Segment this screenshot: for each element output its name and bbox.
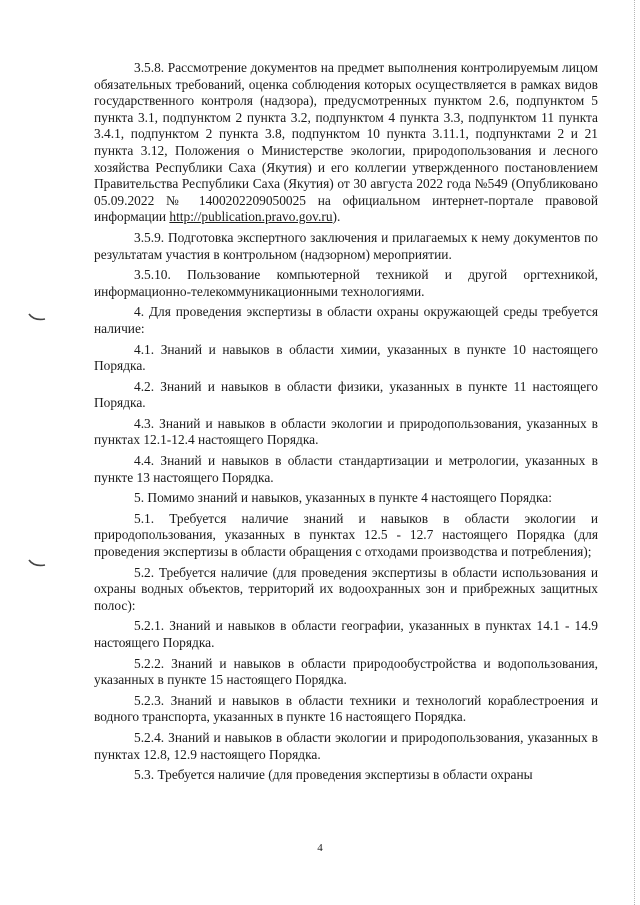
paragraph-number: 3.5.8.: [134, 60, 165, 75]
paragraph-text: Знаний и навыков в области химии, указанных в пункте 10 настоящего Порядка.: [94, 341, 598, 374]
paragraph-number: 5.2.1.: [134, 618, 165, 634]
paragraph-number: 4.: [134, 304, 145, 320]
paragraph-5-2-3: [94, 693, 598, 726]
paragraph-number: 5.2.: [134, 564, 155, 580]
paragraph-text: Пользование компьютерной техникой и другой оргтехникой, информационно-телекоммуникационными технологиями.: [94, 267, 598, 299]
paragraph-number: 5.3.: [134, 767, 155, 783]
document-body: [94, 60, 598, 784]
paragraph-number: 5.2.3.: [134, 692, 165, 708]
paragraph-number: 3.5.10.: [134, 267, 171, 283]
paragraph-text: Знаний и навыков в области географии, указанных в пунктах 14.1 - 14.9 настоящего Порядка.: [94, 618, 598, 650]
paragraph-number: 5.1.: [134, 510, 155, 526]
paragraph-5-1: [94, 511, 598, 561]
paragraph-number: 4.2.: [134, 378, 155, 394]
paragraph-5-2-2: [94, 656, 598, 689]
paragraph-number: 5.2.4.: [134, 729, 165, 745]
binder-hole-mark-bottom: [28, 558, 46, 568]
paragraph-text: Подготовка экспертного заключения и прилагаемых к нему документов по результатам участия в контрольном (надзорном) мероприятии.: [94, 229, 598, 262]
paragraph-3-5-9: [94, 230, 598, 263]
paragraph-3-5-10: [94, 267, 598, 300]
paragraph-text: Знаний и навыков в области стандартизации и метрологии, указанных в пункте 13 настоящего Порядка.: [94, 453, 598, 485]
paragraph-4-1: [94, 342, 598, 375]
paragraph-5: [94, 490, 598, 507]
paragraph-text: Знаний и навыков в области физики, указанных в пункте 11 настоящего Порядка.: [94, 378, 598, 411]
paragraph-4-2: [94, 379, 598, 412]
paragraph-text: Знаний и навыков в области экологии и природопользования, указанных в пунктах 12.1-12.4 настоящего Порядка.: [94, 415, 598, 448]
paragraph-text: Знаний и навыков в области экологии и природопользования, указанных в пунктах 12.8, 12.9 настоящего Порядка.: [94, 729, 598, 762]
paragraph-text: Требуется наличие (для проведения экспертизы в области использования и охраны водных объектов, территорий их водоохранных зон и прибрежных защитных полос):: [94, 564, 598, 613]
page-number: 4: [317, 842, 323, 854]
publication-link[interactable]: http://publication.pravo.gov.ru: [169, 209, 333, 225]
paragraph-number: 5.2.2.: [134, 655, 165, 671]
paragraph-3-5-8: [94, 60, 598, 226]
paragraph-text: Для проведения экспертизы в области охраны окружающей среды требуется наличие:: [94, 304, 598, 336]
paragraph-number: 4.1.: [134, 341, 155, 357]
scan-edge: [634, 0, 639, 905]
paragraph-5-2-4: [94, 730, 598, 763]
binder-hole-mark-top: [28, 312, 46, 322]
paragraph-5-3: [94, 767, 598, 784]
paragraph-text: Требуется наличие знаний и навыков в области экологии и природопользования, указанных в пунктах 12.5 - 12.7 настоящего Порядка (для проведения экспертизы в области обращения с отходами производства и потребления);: [94, 510, 598, 560]
paragraph-5-2: [94, 565, 598, 615]
paragraph-text: Требуется наличие (для проведения экспертизы в области охраны: [157, 767, 533, 783]
paragraph-number: 4.3.: [134, 415, 155, 431]
paragraph-4: [94, 304, 598, 337]
paragraph-5-2-1: [94, 618, 598, 651]
paragraph-number: 3.5.9.: [134, 229, 165, 245]
paragraph-text: Знаний и навыков в области природообустройства и водопользования, указанных в пункте 15 настоящего Порядка.: [94, 655, 598, 688]
paragraph-4-4: [94, 453, 598, 486]
paragraph-number: 5.: [134, 490, 145, 506]
paragraph-text: Рассмотрение документов на предмет выполнения контролируемым лицом обязательных требований, оценка соблюдения которых осуществляется в рамках видов государственного контроля (надзора), предусмотренных пунктом 2.6, подпунктом 5 пункта 3.1, подпунктом 2 пункта 3.2, подпунктом 4 пункта 3.3, подпунктом 11 пункта 3.4.1, подпунктом 2 пункта 3.8, подпунктом 10 пункта 3.11.1, подпунктами 2 и 21 пункта 3.12, Положения о Министерстве экологии, природопользования и лесного хозяйства Республики Саха (Якутия) и его коллегии утвержденного постановлением Правительства Республики Саха (Якутия) от 30 августа 2022 года №549 (Опубликовано 05.09.2022 № 1400202209050025 на официальном интернет-портале правовой информации: [94, 60, 598, 225]
paragraph-tail: ).: [332, 209, 341, 225]
paragraph-number: 4.4.: [134, 453, 155, 469]
paragraph-text: Помимо знаний и навыков, указанных в пункте 4 настоящего Порядка:: [147, 490, 552, 506]
paragraph-text: Знаний и навыков в области техники и технологий кораблестроения и водного транспорта, указанных в пункте 16 настоящего Порядка.: [94, 692, 598, 725]
paragraph-4-3: [94, 416, 598, 449]
